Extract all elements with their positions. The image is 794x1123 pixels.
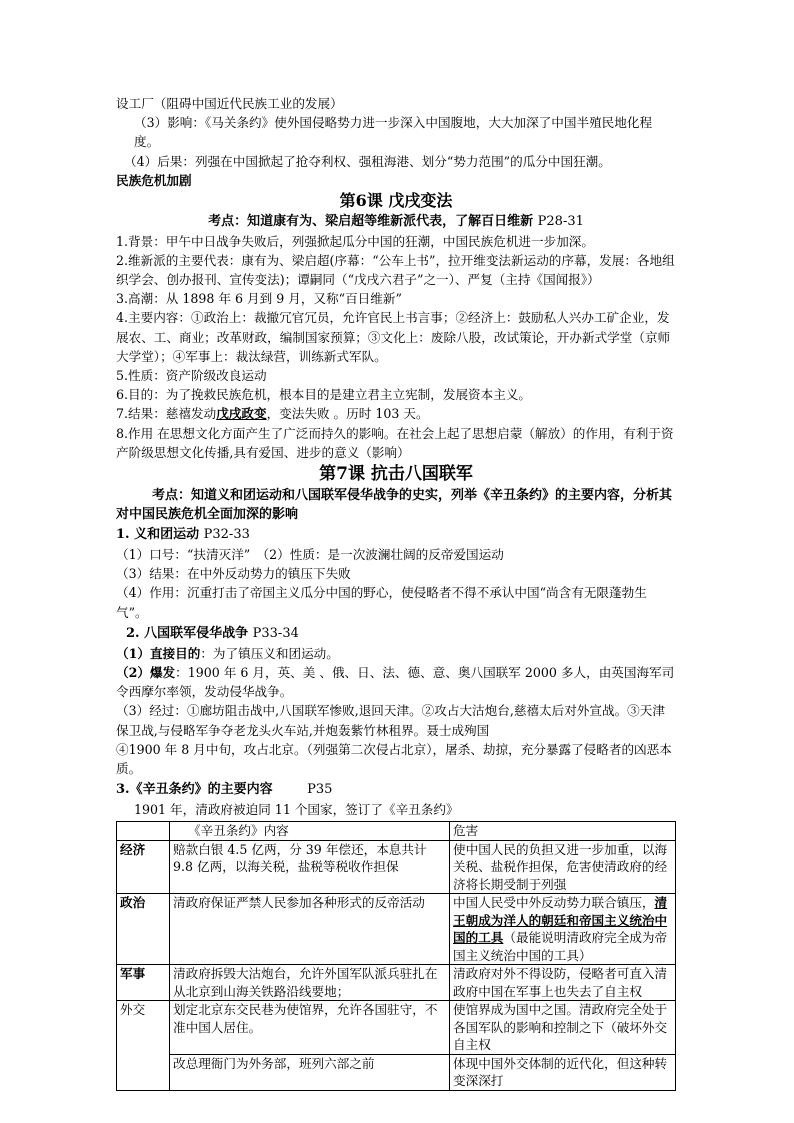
- intro-line-2: （3）影响：《马关条约》使外国侵略势力进一步深入中国腹地，大大加深了中国半殖民地化程度。: [134, 115, 653, 150]
- table-row-harm-c: （最能说明清政府完全成为帝国主义统治中国的工具）: [453, 930, 668, 963]
- table-row-label: 经济: [117, 840, 170, 894]
- table-row-label: 外交: [117, 1001, 170, 1091]
- lesson7-sec1-item-1: （1）口号：“扶清灭洋” （2）性质：是一次波澜壮阔的反帝爱国运动: [116, 546, 504, 562]
- lesson7-sec2-item-1-text: ：为了镇压义和团运动。: [200, 645, 339, 661]
- lesson6-item-2: 2.维新派的主要代表：康有为、梁启超(序幕：“公车上书”，拉开维变法新运动的序幕，发展：各地组织学会、创办报刊、宣传变法)；谭嗣同（“戊戌六君子”之一）、严复（主持《国闻报》）: [116, 252, 675, 287]
- lesson6-title: 第6课 戊戌变法: [339, 191, 453, 211]
- intro-line-1: 设工厂（阻碍中国近代民族工业的发展）: [116, 96, 343, 111]
- lesson6-item-3: 3.高潮：从 1898 年 6 月到 9 月，又称“百日维新”: [116, 291, 402, 307]
- table-row-harm-b: 清王朝成为洋人的朝廷和帝国主义统治中国的工具: [453, 895, 668, 946]
- lesson7-sec3-intro: 1901 年，清政府被迫同 11 个国家，签订了《辛丑条约》: [134, 802, 459, 818]
- table-header-row: [117, 822, 676, 841]
- lesson7-sec2-title: 2. 八国联军侵华战争: [126, 625, 249, 641]
- lesson7-sec2-item-1: [116, 644, 676, 663]
- lesson6-item-8: 8.作用 在思想文化方面产生了广泛而持久的影响。在社会上起了思想启蒙（解放）的作用，有利于资产阶级思想文化传播,具有爱国、进步的意义（影响）: [116, 425, 674, 460]
- table-header-cell: 危害: [450, 822, 676, 841]
- table-row-harm: 使馆界成为国中之国。清政府完全处于各国军队的影响和控制之下（破坏外交自主权: [450, 1001, 676, 1055]
- lesson7-sec3-title: 3.《辛丑条约》的主要内容: [116, 782, 273, 798]
- table-row-harm: 使中国人民的负担又进一步加重，以海关税、盐税作担保，危害使清政府的经济将长期受制于列强: [450, 840, 676, 894]
- lesson7-sec2-item-1-label: （1）直接目的: [116, 645, 201, 661]
- lesson7-sec3-pages: P35: [307, 782, 333, 798]
- table-header-cell: [117, 822, 170, 841]
- table-header-cell: 《辛丑条约》内容: [170, 822, 450, 841]
- lesson6-point: [116, 212, 676, 232]
- lesson7-sec2-item-4: ④1900 年 8 月中旬，攻占北京。（列强第二次侵占北京），屠杀、劫掠，充分暴露了侵略者的凶恶本质。: [116, 741, 672, 776]
- lesson6-item-1: 1.背景：甲午中日战争失败后，列强掀起瓜分中国的狂潮，中国民族危机进一步加深。: [116, 233, 594, 249]
- table-row-label: 政治: [117, 894, 170, 965]
- lesson7-sec1-pages: P32-33: [203, 526, 250, 542]
- table-row: [117, 1054, 676, 1090]
- lesson6-item-7: [116, 404, 676, 423]
- lesson7-sec2-item-3: （3）经过：①廊坊阻击战中,八国联军惨败,退回天津。②攻占大沽炮台,慈禧太后对外宣战。③天津保卫战,与侵略军争夺老龙头火车站,并炮轰紫竹林租界。聂士成殉国: [116, 703, 665, 738]
- document-page: [116, 94, 676, 1091]
- lesson7-sec2-heading: [116, 624, 676, 644]
- table-row: [117, 1001, 676, 1055]
- table-row-content: 清政府保证严禁人民参加各种形式的反帝活动: [170, 894, 450, 965]
- table-row-label: 军事: [117, 965, 170, 1001]
- lesson7-sec3-heading: [116, 780, 676, 800]
- table-row-content: 划定北京东交民巷为使馆界，允许各国驻守，不准中国人居住。: [170, 1001, 450, 1055]
- lesson6-point-pages: P28-31: [537, 214, 584, 230]
- lesson7-sec2-item-2: [116, 663, 676, 701]
- table-row-harm: [450, 894, 676, 965]
- table-row-harm: 体现中国外交体制的近代化，但这种转变深深打: [450, 1054, 676, 1090]
- table-row: [117, 965, 676, 1001]
- table-row: [117, 894, 676, 965]
- table-row: [117, 840, 676, 894]
- lesson7-sec2-item-2-label: （2）爆发: [116, 664, 176, 680]
- lesson7-point: 考点：知道义和团运动和八国联军侵华战争的史实，列举《辛丑条约》的主要内容，分析其对中国民族危机全面加深的影响: [116, 487, 673, 523]
- table-row-harm-a: 中国人民受中外反动势力联合镇压，: [453, 895, 655, 911]
- table-row-content: 改总理衙门为外务部，班列六部之前: [170, 1054, 450, 1090]
- lesson7-sec1-item-3: （4）作用：沉重打击了帝国主义瓜分中国的野心，使侵略者不得不承认中国“尚含有无限蓬勃生气”。: [116, 585, 647, 620]
- lesson7-sec1-title: 1. 义和团运动: [116, 526, 200, 542]
- lesson7-title: 第7课 抗击八国联军: [319, 463, 473, 484]
- lesson6-item-4: 4.主要内容：①政治上：裁撤冗官冗员，允许官民上书言事；②经济上：鼓励私人兴办工矿企业，发展农、工、商业；改革财政，编制国家预算；③文化上：废除八股，改试策论，开办新式学堂（京师大学堂）；④军事上：裁汰绿营，训练新式军队。: [116, 310, 671, 364]
- lesson7-sec2-item-2-text: ：1900 年 6 月，英、美 、俄、日、法、德、意、奥八国联军 2000 多人，由英国海军司令西摩尔率领，发动侵华战争。: [116, 664, 675, 700]
- intro-line-4: 民族危机加剧: [116, 172, 192, 188]
- lesson6-item-7-c: ，变法失败 。历时 103 天。: [266, 406, 429, 422]
- lesson6-item-7-b: 戊戌政变: [216, 406, 267, 422]
- lesson6-item-6: 6.目的：为了挽救民族危机，根本目的是建立君主立宪制，发展资本主义。: [116, 387, 532, 403]
- lesson6-item-7-a: 7.结果：慈禧发动: [116, 406, 217, 422]
- lesson7-sec1-item-2: （3）结果：在中外反动势力的镇压下失败: [116, 566, 351, 582]
- intro-line-3: （4）后果：列强在中国掀起了抢夺利权、强租海港、划分“势力范围”的瓜分中国狂潮。: [124, 153, 611, 169]
- lesson7-sec1-heading: [116, 525, 676, 545]
- table-row-harm: 清政府对外不得设防，侵略者可直入清政府中国在军事上也失去了自主权: [450, 965, 676, 1001]
- table-row-content: 清政府拆毁大沽炮台，允许外国军队派兵驻扎在从北京到山海关铁路沿线要地；: [170, 965, 450, 1001]
- treaty-table: [116, 821, 676, 1091]
- lesson6-item-5: 5.性质：资产阶级改良运动: [116, 367, 267, 383]
- lesson7-sec2-pages: P33-34: [252, 625, 299, 641]
- table-row-content: 赔款白银 4.5 亿两，分 39 年偿还，本息共计 9.8 亿两，以海关税，盐税等税收作担保: [170, 840, 450, 894]
- lesson6-point-text: 考点：知道康有为、梁启超等维新派代表，了解百日维新: [208, 214, 534, 230]
